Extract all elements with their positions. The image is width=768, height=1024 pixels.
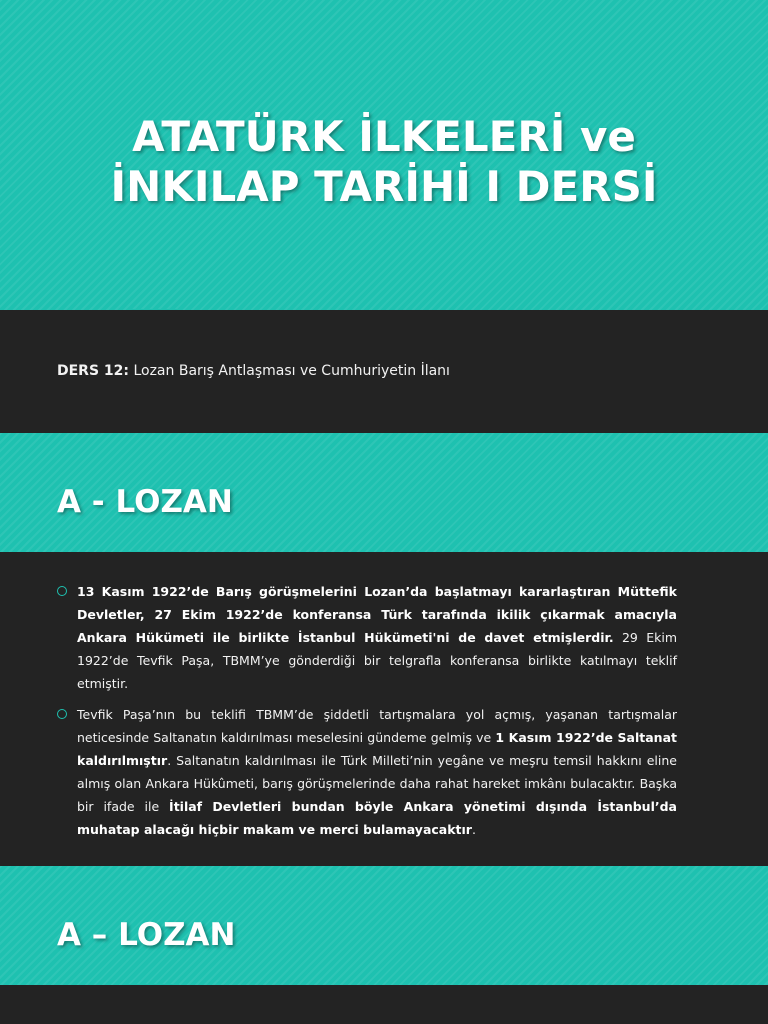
section-heading-2: A – LOZAN: [57, 917, 236, 953]
bottom-panel: [0, 985, 768, 1024]
circle-bullet-icon: [57, 586, 67, 596]
lesson-label: DERS 12:: [57, 363, 130, 379]
bullet-list: [57, 580, 677, 849]
main-title: [0, 112, 768, 212]
bullet-item-1: [57, 580, 677, 695]
circle-bullet-icon: [57, 709, 67, 719]
title-banner: [0, 0, 768, 310]
bullet-2-bold-b: İtilaf Devletleri bundan böyle Ankara yönetimi dışında İstanbul’da muhatap alacağı hiçbir makam ve merci bulamayacaktır: [77, 799, 677, 837]
bullet-2-text-c: .: [471, 822, 476, 837]
lesson-subtitle: [57, 362, 450, 380]
main-title-line-1: ATATÜRK İLKELERİ ve: [132, 112, 636, 161]
bullet-1-bold: 13 Kasım 1922’de Barış görüşmelerini Lozan’da başlatmayı kararlaştıran Müttefik Devletler, 27 Ekim 1922’de konferansa Türk tarafında ikilik çıkarmak amacıyla Ankara Hükümeti ile birlikte İstanbul Hükümeti'ni de davet etmişlerdir.: [77, 584, 677, 645]
lesson-text: Lozan Barış Antlaşması ve Cumhuriyetin İlanı: [129, 363, 450, 379]
bullet-2-text-b: . Saltanatın kaldırılması ile Türk Milleti’nin yegâne ve meşru temsil hakkını eline almış olan Ankara Hükûmeti, barış görüşmelerinde daha rahat hareket imkânı bulacaktır. Başka bir ifade ile: [77, 753, 677, 814]
section-heading-1: A - LOZAN: [57, 484, 233, 520]
main-title-line-2: İNKILAP TARİHİ I DERSİ: [110, 162, 658, 211]
bullet-1-text: 29 Ekim 1922’de Tevfik Paşa, TBMM’ye gönderdiği bir telgrafla konferansa birlikte katılmayı teklif etmiştir.: [77, 630, 677, 691]
bullet-2-text-a: Tevfik Paşa’nın bu teklifi TBMM’de şiddetli tartışmalara yol açmış, yaşanan tartışmalar neticesinde Saltanatın kaldırılması meselesini gündeme gelmiş ve: [77, 707, 677, 745]
bullet-item-2: [57, 703, 677, 841]
bullet-2-bold-a: 1 Kasım 1922’de Saltanat kaldırılmıştır: [77, 730, 677, 768]
